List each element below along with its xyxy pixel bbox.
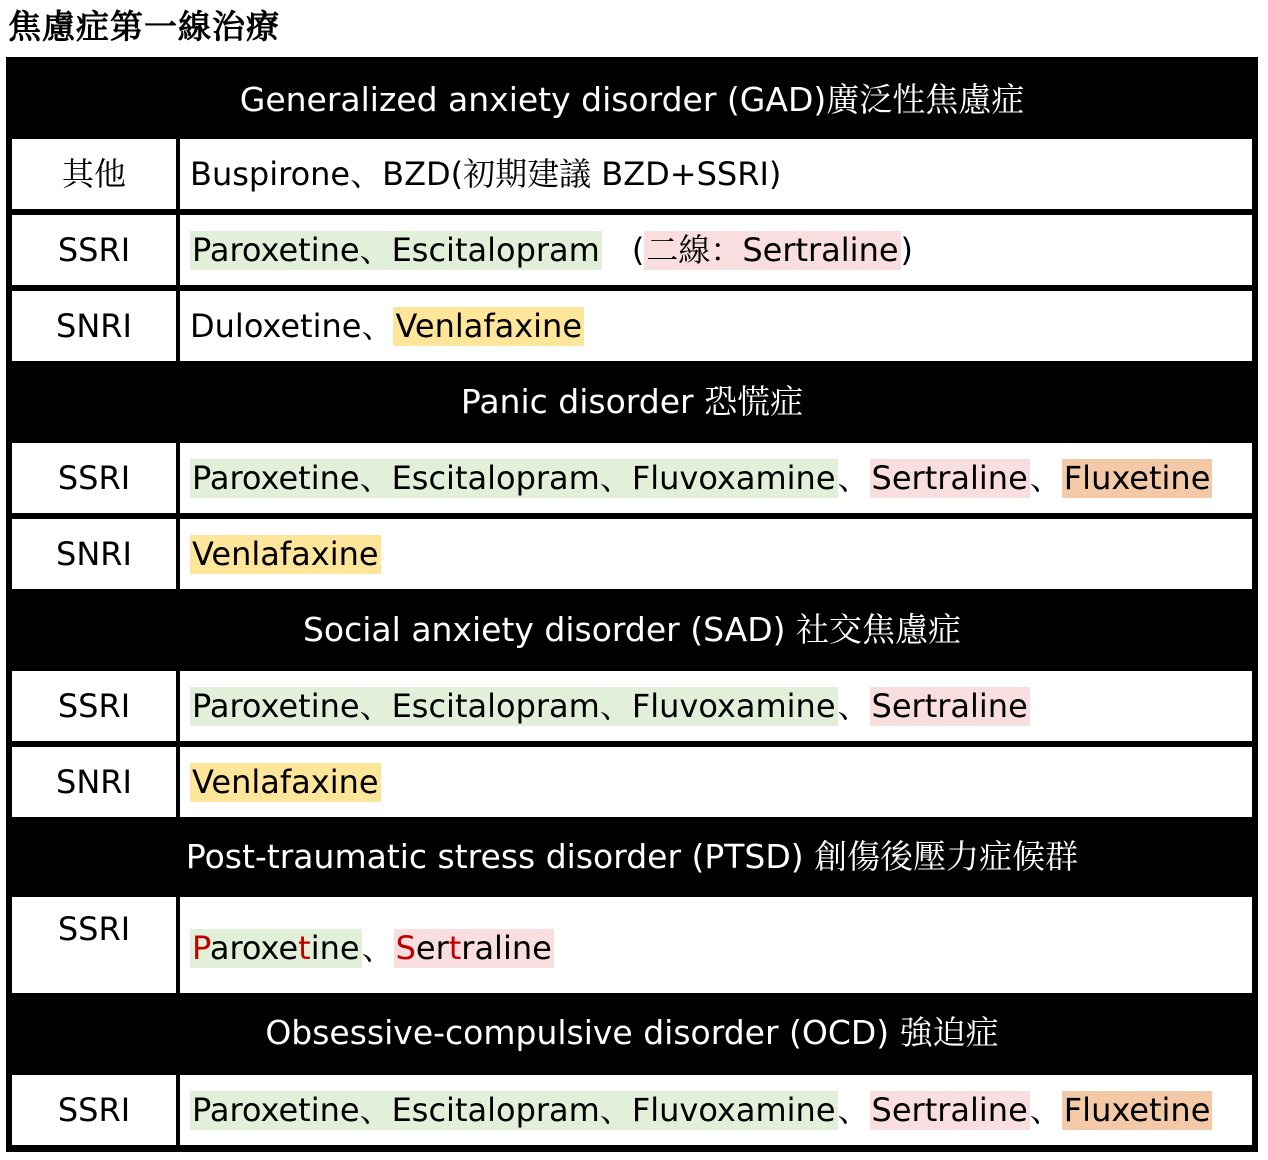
drug-cell — [180, 139, 1252, 209]
drug-text: Buspirone、BZD(初期建議 BZD+SSRI) — [190, 155, 782, 193]
table-row — [6, 671, 1258, 741]
separator: 、 — [837, 687, 870, 725]
drug-text: ine — [310, 929, 360, 967]
table-row — [6, 519, 1258, 589]
table-row — [6, 215, 1258, 285]
sad-heading: Social anxiety disorder (SAD) 社交焦慮症 — [302, 610, 961, 649]
separator: 、 — [837, 459, 870, 497]
drug-cell — [180, 747, 1252, 817]
category-cell: 其他 — [12, 139, 176, 209]
drug-cell — [180, 291, 1252, 361]
drug-chip-green: Paroxetine、Escitalopram、Fluvoxamine — [192, 687, 836, 725]
drug-cell — [180, 443, 1252, 513]
table-row — [6, 443, 1258, 513]
table-row — [6, 1075, 1258, 1145]
category-cell: SSRI — [12, 1075, 176, 1145]
separator: 、 — [837, 1091, 870, 1129]
drug-cell — [180, 671, 1252, 741]
category-cell: SSRI — [12, 443, 176, 513]
category-cell: SSRI — [12, 215, 176, 285]
separator: 、 — [1029, 459, 1062, 497]
drug-chip-yellow: Venlafaxine — [395, 307, 583, 345]
highlight-letter: t — [298, 929, 311, 967]
separator: 、 — [361, 307, 394, 345]
drug-chip-yellow: Venlafaxine — [192, 763, 379, 801]
drug-chip-pink: Sertraline — [871, 459, 1028, 497]
drug-chip-green: Paroxetine、Escitalopram — [192, 231, 600, 269]
gad-heading: Generalized anxiety disorder (GAD)廣泛性焦慮症 — [239, 80, 1025, 119]
drug-chip-pink: 二線：Sertraline — [646, 231, 899, 269]
separator: 、 — [1029, 1091, 1062, 1129]
drug-chip-orange: Fluxetine — [1063, 1091, 1211, 1129]
separator: 、 — [361, 929, 394, 967]
category-cell: SSRI — [12, 671, 176, 741]
drug-text: aroxe — [209, 929, 299, 967]
category-cell: SSRI — [12, 897, 176, 993]
drug-chip-pink: Sertraline — [871, 687, 1028, 725]
panic-heading: Panic disorder 恐慌症 — [460, 382, 804, 421]
table-row — [6, 897, 1258, 993]
drug-chip-green: Paroxetine、Escitalopram、Fluvoxamine — [192, 459, 836, 497]
ocd-heading: Obsessive-compulsive disorder (OCD) 強迫症 — [265, 1013, 999, 1052]
drug-cell — [180, 1075, 1252, 1145]
ptsd-heading: Post-traumatic stress disorder (PTSD) 創傷後壓力症候群 — [185, 837, 1079, 876]
drug-cell — [180, 519, 1252, 589]
drug-chip-orange: Fluxetine — [1063, 459, 1211, 497]
paren-open: ( — [631, 231, 645, 269]
category-cell: SNRI — [12, 291, 176, 361]
drug-chip-green: Paroxetine、Escitalopram、Fluvoxamine — [192, 1091, 836, 1129]
drug-chip-pink — [394, 929, 554, 968]
drug-chip-pink: Sertraline — [871, 1091, 1028, 1129]
category-cell: SNRI — [12, 519, 176, 589]
treatment-table — [6, 57, 1258, 1152]
drug-text: er — [415, 929, 449, 967]
paren-close: ) — [900, 231, 914, 269]
drug-cell — [180, 215, 1252, 285]
table-row — [6, 139, 1258, 209]
drug-text: raline — [461, 929, 552, 967]
drug-chip-green — [190, 929, 362, 968]
table-row — [6, 291, 1258, 361]
page-title: 焦慮症第一線治療 — [8, 7, 280, 46]
highlight-letter: t — [448, 929, 462, 967]
drug-chip-yellow: Venlafaxine — [192, 535, 379, 573]
highlight-letter: P — [192, 929, 210, 967]
table-row — [6, 747, 1258, 817]
highlight-letter: S — [395, 929, 416, 967]
category-cell: SNRI — [12, 747, 176, 817]
drug-text: Duloxetine — [190, 307, 362, 345]
drug-cell — [180, 897, 1252, 993]
